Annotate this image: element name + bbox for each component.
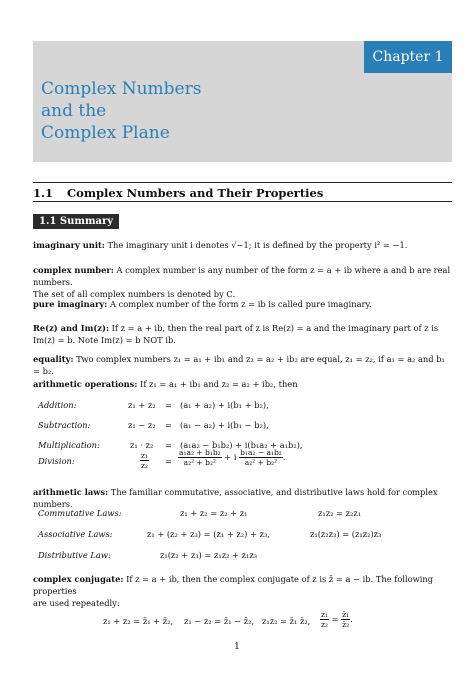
entry-imaginary-unit — [33, 239, 453, 251]
entry-arithmetic-operations — [33, 378, 453, 390]
entry-term: complex number: — [33, 265, 114, 275]
addition-lhs: z₁ + z₂ — [128, 400, 156, 410]
entry-re-im — [33, 322, 453, 346]
entry-text: A complex number is any number of the form z = a + ib where a and b are real numbers. — [33, 265, 451, 287]
commutative-eq1: z₁ + z₂ = z₂ + z₁ — [180, 508, 248, 518]
entry-text: are used repeatedly: — [33, 598, 120, 608]
conjugate-prop-3: z₁z₂ = z̄₁ z̄₂, — [262, 616, 311, 626]
division-plus-i: + i — [224, 452, 237, 462]
chapter-title-line: Complex Numbers — [41, 79, 202, 99]
conj-quot-den: z₂ — [321, 620, 328, 629]
entry-term: pure imaginary: — [33, 299, 108, 309]
division-end: . — [282, 452, 286, 462]
division-f1-den: a₂² + b₂² — [183, 458, 216, 467]
addition-rhs: (a₁ + a₂) + i(b₁ + b₂), — [180, 400, 269, 410]
division-rhs — [178, 448, 285, 467]
division-lhs-den: z₂ — [141, 461, 148, 470]
entry-text: If z₁ = a₁ + ib₁ and z₂ = a₂ + ib₂, then — [140, 379, 298, 389]
chapter-title-line: and the — [41, 101, 107, 121]
entry-pure-imaginary — [33, 298, 453, 310]
entry-term: arithmetic operations: — [33, 379, 138, 389]
chapter-title-line: Complex Plane — [41, 123, 170, 143]
distributive-label: Distributive Law: — [38, 550, 111, 560]
section-rule-top — [33, 182, 452, 183]
division-f2-den: a₂² + b₂² — [244, 458, 278, 467]
addition-eq: = — [165, 400, 172, 410]
conjugate-prop-2: z₁ − z₂ = z̄₁ − z̄₂, — [184, 616, 255, 626]
addition-label: Addition: — [38, 400, 77, 410]
entry-term: equality: — [33, 354, 74, 364]
summary-tag: 1.1 Summary — [33, 214, 119, 229]
conj-quot-end: . — [350, 614, 353, 624]
subtraction-rhs: (a₁ − a₂) + i(b₁ − b₂), — [180, 420, 269, 430]
division-label: Division: — [38, 456, 75, 466]
entry-text: The imaginary unit i denotes √−1; it is defined by the property i² = −1. — [107, 240, 408, 250]
section-heading — [33, 186, 323, 200]
multiplication-lhs: z₁ · z₂ — [130, 440, 154, 450]
division-lhs-num: z₁ — [141, 451, 148, 460]
entry-conjugate — [33, 573, 453, 609]
multiplication-label: Multiplication: — [38, 440, 100, 450]
multiplication-rhs: (a₁a₂ − b₁b₂) + i(b₁a₂ + a₁b₂), — [180, 440, 303, 450]
subtraction-lhs: z₁ − z₂ — [128, 420, 156, 430]
section-number: 1.1 — [33, 186, 54, 200]
entry-equality — [33, 353, 453, 377]
entry-complex-number — [33, 264, 453, 300]
associative-label: Associative Laws: — [38, 529, 113, 539]
entry-term: imaginary unit: — [33, 240, 105, 250]
commutative-eq2: z₁z₂ = z₂z₁ — [318, 508, 362, 518]
entry-text: If z = a + ib, then the real part of z is Re(z) = a and the imaginary part of z is — [111, 323, 439, 333]
chapter-tab: Chapter 1 — [364, 41, 452, 73]
subtraction-label: Subtraction: — [38, 420, 91, 430]
chapter-title — [41, 78, 201, 144]
conjugate-prop-1: z₁ + z₂ = z̄₁ + z̄₂, — [103, 616, 174, 626]
multiplication-eq: = — [165, 440, 172, 450]
entry-arithmetic-laws — [33, 486, 453, 510]
division-lhs — [140, 451, 149, 470]
entry-text: Two complex numbers z₁ = a₁ + ib₁ and z₂ = a₂ + ib₂ are equal, z₁ = z₂, if a₁ = a₂ and b₁ = b₂. — [33, 354, 445, 376]
entry-text: The set of all complex numbers is denoted by C. — [33, 289, 236, 299]
section-title: Complex Numbers and Their Properties — [67, 186, 324, 200]
division-f2-num: b₁a₂ − a₁b₂ — [240, 448, 282, 457]
division-eq: = — [165, 456, 172, 466]
entry-term: complex conjugate: — [33, 574, 124, 584]
conj-quot-rnum: z̄₁ — [342, 610, 350, 619]
page-number: 1 — [234, 642, 240, 652]
section-rule-bottom — [33, 201, 452, 202]
division-f1-num: a₁a₂ + b₁b₂ — [179, 448, 221, 457]
entry-text: Im(z) = b. Note Im(z) = b NOT ib. — [33, 335, 176, 345]
conjugate-prop-4 — [320, 610, 353, 629]
distributive-eq1: z₁(z₂ + z₃) = z₁z₂ + z₁z₃ — [160, 550, 258, 560]
entry-text: The familiar commutative, associative, and distributive laws hold for complex numbers. — [33, 487, 438, 509]
entry-text: If z = a + ib, then the complex conjugate of z is z̄ = a − ib. The following properties — [33, 574, 434, 596]
entry-term: Re(z) and Im(z): — [33, 323, 110, 333]
associative-eq2: z₁(z₂z₃) = (z₁z₂)z₃ — [310, 529, 382, 539]
entry-text: A complex number of the form z = ib is called pure imaginary. — [109, 299, 372, 309]
conj-quot-eq: = — [331, 614, 339, 624]
subtraction-eq: = — [165, 420, 172, 430]
commutative-label: Commutative Laws: — [38, 508, 122, 518]
conj-quot-rden: z̄₂ — [342, 620, 350, 629]
associative-eq1: z₁ + (z₂ + z₃) = (z₁ + z₂) + z₃, — [147, 529, 270, 539]
conj-quot-num: z₁ — [321, 610, 328, 619]
entry-term: arithmetic laws: — [33, 487, 109, 497]
